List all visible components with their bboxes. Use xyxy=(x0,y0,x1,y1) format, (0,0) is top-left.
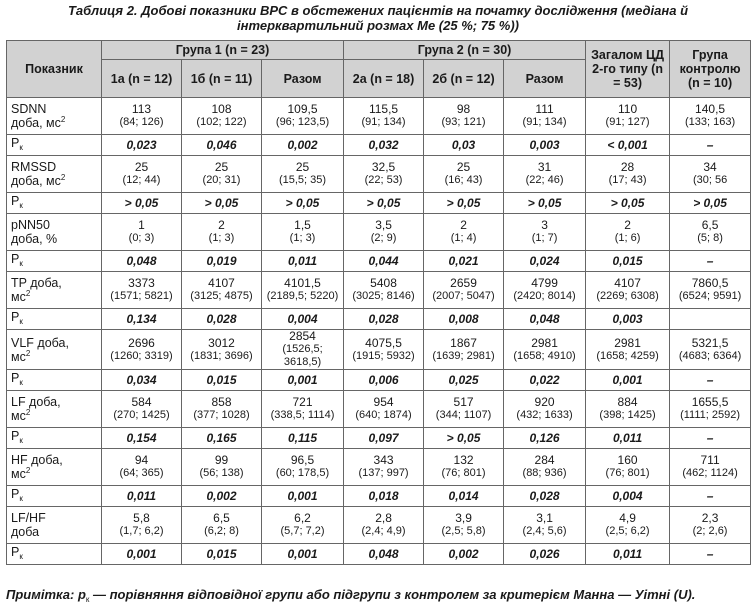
value-cell: 2696 (1260; 3319) xyxy=(102,330,182,370)
p-value-cell: 0,115 xyxy=(262,428,344,449)
p-value-cell: 0,034 xyxy=(102,370,182,391)
value-cell: 25 (15,5; 35) xyxy=(262,156,344,193)
table-row xyxy=(7,98,751,135)
p-value-cell: – xyxy=(670,135,751,156)
value-cell: 6,5 (6,2; 8) xyxy=(182,507,262,544)
header-sub-1b: 1б (n = 11) xyxy=(182,60,262,98)
value-cell: 517 (344; 1107) xyxy=(424,391,504,428)
p-label: $P_к$ xyxy=(7,193,102,214)
p-value-cell: 0,026 xyxy=(504,544,586,565)
value-cell: 6,5 (5; 8) xyxy=(670,214,751,251)
p-value-cell: 0,008 xyxy=(424,309,504,330)
p-value-cell: 0,002 xyxy=(262,135,344,156)
p-value-cell: 0,011 xyxy=(586,428,670,449)
table-row xyxy=(7,330,751,370)
indicator-label: LF доба, $мс^2$ xyxy=(7,391,102,428)
p-value-cell: 0,048 xyxy=(344,544,424,565)
value-cell: 2659 (2007; 5047) xyxy=(424,272,504,309)
value-cell: 113 (84; 126) xyxy=(102,98,182,135)
value-cell: 884 (398; 1425) xyxy=(586,391,670,428)
p-value-cell: 0,028 xyxy=(504,486,586,507)
p-value-cell: > 0,05 xyxy=(182,193,262,214)
value-cell: 1,5 (1; 3) xyxy=(262,214,344,251)
p-value-cell: 0,032 xyxy=(344,135,424,156)
value-cell: 98 (93; 121) xyxy=(424,98,504,135)
p-value-cell: 0,165 xyxy=(182,428,262,449)
value-cell: 858 (377; 1028) xyxy=(182,391,262,428)
p-value-row xyxy=(7,544,751,565)
table-row xyxy=(7,272,751,309)
p-value-cell: – xyxy=(670,486,751,507)
p-value-cell: > 0,05 xyxy=(586,193,670,214)
p-value-cell: 0,028 xyxy=(344,309,424,330)
table-caption: Таблиця 2. Добові показники ВРС в обстежених пацієнтів на початку дослідження (медіана й інтерквартильний розмах Me (25 %; 75 %)) xyxy=(67,3,689,33)
table-note: Примітка: $p_к$ — порівняння відповідної групи або підгрупи з контролем за критерієм Манна — Уітні (U). xyxy=(6,587,696,604)
p-value-cell: 0,154 xyxy=(102,428,182,449)
value-cell: 2 (1; 6) xyxy=(586,214,670,251)
p-label: $P_к$ xyxy=(7,486,102,507)
value-cell: 25 (16; 43) xyxy=(424,156,504,193)
value-cell: 2,8 (2,4; 4,9) xyxy=(344,507,424,544)
p-value-cell: 0,011 xyxy=(102,486,182,507)
value-cell: 3 (1; 7) xyxy=(504,214,586,251)
value-cell: 28 (17; 43) xyxy=(586,156,670,193)
indicator-label: RMSSD доба, $мс^2$ xyxy=(7,156,102,193)
indicator-label: VLF доба, $мс^2$ xyxy=(7,330,102,370)
p-value-cell: – xyxy=(670,370,751,391)
p-label: $P_к$ xyxy=(7,309,102,330)
p-value-cell: 0,014 xyxy=(424,486,504,507)
p-value-cell: 0,003 xyxy=(586,309,670,330)
p-value-cell: 0,002 xyxy=(424,544,504,565)
p-value-cell: > 0,05 xyxy=(344,193,424,214)
value-cell: 1 (0; 3) xyxy=(102,214,182,251)
header-row-1 xyxy=(7,41,751,60)
value-cell: 108 (102; 122) xyxy=(182,98,262,135)
p-value-cell: 0,023 xyxy=(102,135,182,156)
p-value-cell: > 0,05 xyxy=(102,193,182,214)
value-cell: 2 (1; 3) xyxy=(182,214,262,251)
hrv-table xyxy=(6,40,751,565)
p-value-cell: 0,097 xyxy=(344,428,424,449)
table-row xyxy=(7,449,751,486)
value-cell: 6,2 (5,7; 7,2) xyxy=(262,507,344,544)
value-cell: 5321,5 (4683; 6364) xyxy=(670,330,751,370)
value-cell: 4107 (2269; 6308) xyxy=(586,272,670,309)
p-value-cell xyxy=(670,309,751,330)
header-control: Група контролю (n = 10) xyxy=(670,41,751,98)
table-row xyxy=(7,214,751,251)
p-label: $P_к$ xyxy=(7,428,102,449)
p-value-row xyxy=(7,193,751,214)
value-cell: 25 (20; 31) xyxy=(182,156,262,193)
p-value-cell: 0,011 xyxy=(262,251,344,272)
p-value-cell: < 0,001 xyxy=(586,135,670,156)
header-group1: Група 1 (n = 23) xyxy=(102,41,344,60)
indicator-label: pNN50 доба, % xyxy=(7,214,102,251)
p-value-cell: 0,048 xyxy=(102,251,182,272)
p-label: $P_к$ xyxy=(7,251,102,272)
p-value-cell: 0,018 xyxy=(344,486,424,507)
value-cell: 34 (30; 56 xyxy=(670,156,751,193)
value-cell: 109,5 (96; 123,5) xyxy=(262,98,344,135)
header-sub-g2-total: Разом xyxy=(504,60,586,98)
value-cell: 94 (64; 365) xyxy=(102,449,182,486)
value-cell: 132 (76; 801) xyxy=(424,449,504,486)
p-label: $P_к$ xyxy=(7,135,102,156)
p-value-cell: > 0,05 xyxy=(424,193,504,214)
p-value-cell: 0,001 xyxy=(262,370,344,391)
p-value-cell: 0,022 xyxy=(504,370,586,391)
p-value-row xyxy=(7,428,751,449)
p-value-cell: 0,015 xyxy=(182,370,262,391)
value-cell: 343 (137; 997) xyxy=(344,449,424,486)
value-cell: 3373 (1571; 5821) xyxy=(102,272,182,309)
value-cell: 954 (640; 1874) xyxy=(344,391,424,428)
indicator-label: LF/HF доба xyxy=(7,507,102,544)
p-value-cell: 0,001 xyxy=(586,370,670,391)
value-cell: 140,5 (133; 163) xyxy=(670,98,751,135)
indicator-label: HF доба, $мс^2$ xyxy=(7,449,102,486)
value-cell: 920 (432; 1633) xyxy=(504,391,586,428)
value-cell: 111 (91; 134) xyxy=(504,98,586,135)
p-label: $P_к$ xyxy=(7,544,102,565)
value-cell: 3012 (1831; 3696) xyxy=(182,330,262,370)
value-cell: 5,8 (1,7; 6,2) xyxy=(102,507,182,544)
value-cell: 115,5 (91; 134) xyxy=(344,98,424,135)
value-cell: 711 (462; 1124) xyxy=(670,449,751,486)
header-sub-g1-total: Разом xyxy=(262,60,344,98)
p-value-cell: – xyxy=(670,251,751,272)
value-cell: 3,5 (2; 9) xyxy=(344,214,424,251)
value-cell: 2,3 (2; 2,6) xyxy=(670,507,751,544)
p-value-row xyxy=(7,135,751,156)
value-cell: 4101,5 (2189,5; 5220) xyxy=(262,272,344,309)
table-body xyxy=(7,98,751,565)
value-cell: 3,9 (2,5; 5,8) xyxy=(424,507,504,544)
value-cell: 2981 (1658; 4910) xyxy=(504,330,586,370)
value-cell: 721 (338,5; 1114) xyxy=(262,391,344,428)
p-value-cell: 0,004 xyxy=(586,486,670,507)
p-value-cell: 0,001 xyxy=(262,544,344,565)
p-value-cell: 0,003 xyxy=(504,135,586,156)
value-cell: 2 (1; 4) xyxy=(424,214,504,251)
table-row xyxy=(7,391,751,428)
p-value-cell: 0,004 xyxy=(262,309,344,330)
table-row xyxy=(7,156,751,193)
p-value-cell: 0,015 xyxy=(182,544,262,565)
value-cell: 96,5 (60; 178,5) xyxy=(262,449,344,486)
value-cell: 1655,5 (1111; 2592) xyxy=(670,391,751,428)
value-cell: 160 (76; 801) xyxy=(586,449,670,486)
value-cell: 32,5 (22; 53) xyxy=(344,156,424,193)
p-value-cell: 0,001 xyxy=(262,486,344,507)
value-cell: 3,1 (2,4; 5,6) xyxy=(504,507,586,544)
header-group2: Група 2 (n = 30) xyxy=(344,41,586,60)
indicator-label: SDNN доба, $мс^2$ xyxy=(7,98,102,135)
value-cell: 4799 (2420; 8014) xyxy=(504,272,586,309)
p-value-cell: 0,006 xyxy=(344,370,424,391)
value-cell: 1867 (1639; 2981) xyxy=(424,330,504,370)
indicator-label: TP доба, $мс^2$ xyxy=(7,272,102,309)
p-value-cell: > 0,05 xyxy=(504,193,586,214)
p-value-row xyxy=(7,309,751,330)
value-cell: 2981 (1658; 4259) xyxy=(586,330,670,370)
p-value-cell: – xyxy=(670,428,751,449)
value-cell: 584 (270; 1425) xyxy=(102,391,182,428)
p-value-cell: – xyxy=(670,544,751,565)
p-value-cell: > 0,05 xyxy=(262,193,344,214)
header-sub-2a: 2а (n = 18) xyxy=(344,60,424,98)
header-total: Загалом ЦД 2-го типу (n = 53) xyxy=(586,41,670,98)
p-value-cell: 0,048 xyxy=(504,309,586,330)
header-indicator: Показник xyxy=(7,41,102,98)
p-value-cell: 0,001 xyxy=(102,544,182,565)
p-value-cell: 0,028 xyxy=(182,309,262,330)
value-cell: 99 (56; 138) xyxy=(182,449,262,486)
p-value-cell: 0,126 xyxy=(504,428,586,449)
p-value-cell: 0,024 xyxy=(504,251,586,272)
value-cell: 4,9 (2,5; 6,2) xyxy=(586,507,670,544)
value-cell: 284 (88; 936) xyxy=(504,449,586,486)
p-value-cell: 0,011 xyxy=(586,544,670,565)
value-cell: 110 (91; 127) xyxy=(586,98,670,135)
value-cell: 5408 (3025; 8146) xyxy=(344,272,424,309)
p-value-cell: 0,134 xyxy=(102,309,182,330)
value-cell: 2854 (1526,5; 3618,5) xyxy=(262,330,344,370)
p-value-cell: 0,025 xyxy=(424,370,504,391)
p-label: $P_к$ xyxy=(7,370,102,391)
header-sub-1a: 1а (n = 12) xyxy=(102,60,182,98)
p-value-row xyxy=(7,370,751,391)
p-value-cell: 0,021 xyxy=(424,251,504,272)
p-value-cell: 0,046 xyxy=(182,135,262,156)
p-value-cell: 0,03 xyxy=(424,135,504,156)
table-row xyxy=(7,507,751,544)
p-value-cell: > 0,05 xyxy=(670,193,751,214)
p-value-cell: 0,044 xyxy=(344,251,424,272)
value-cell: 4075,5 (1915; 5932) xyxy=(344,330,424,370)
value-cell: 7860,5 (6524; 9591) xyxy=(670,272,751,309)
p-value-row xyxy=(7,251,751,272)
value-cell: 25 (12; 44) xyxy=(102,156,182,193)
p-value-cell: > 0,05 xyxy=(424,428,504,449)
p-value-cell: 0,019 xyxy=(182,251,262,272)
p-value-cell: 0,002 xyxy=(182,486,262,507)
value-cell: 31 (22; 46) xyxy=(504,156,586,193)
header-sub-2b: 2б (n = 12) xyxy=(424,60,504,98)
p-value-row xyxy=(7,486,751,507)
p-value-cell: 0,015 xyxy=(586,251,670,272)
value-cell: 4107 (3125; 4875) xyxy=(182,272,262,309)
